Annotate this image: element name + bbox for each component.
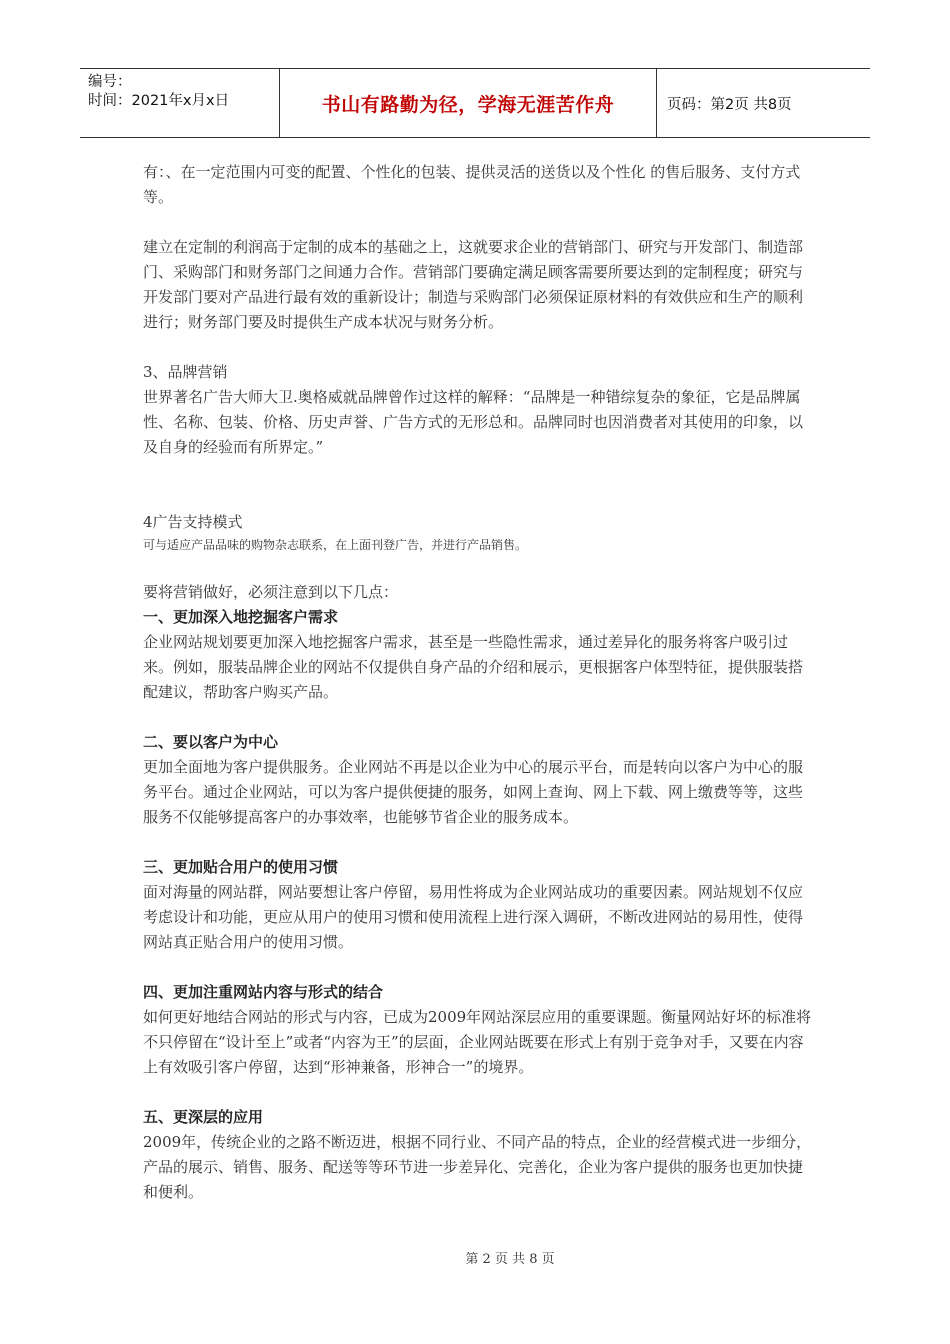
heading: 二、要以客户为中心 <box>143 733 279 751</box>
paragraph: 面对海量的网站群，网站要想让客户停留，易用性将成为企业网站成功的重要因素。网站规划不仅应考虑设计和功能，更应从用户的使用习惯和使用流程上进行深入调研，不断改进网站的易用性，使得网站真正贴合用户的使用习惯。 <box>143 883 804 951</box>
header-meta <box>80 69 280 137</box>
page-footer: 第 2 页 共 8 页 <box>465 1252 555 1267</box>
paragraph: 要将营销做好，必须注意到以下几点： <box>143 583 399 601</box>
paragraph: 可与适应产品品味的购物杂志联系，在上面刊登广告，并进行产品销售。 <box>143 538 528 552</box>
header-time: 时间：2021年x月x日 <box>88 93 230 109</box>
section-title: 4广告支持模式 <box>143 513 243 531</box>
paragraph: 有：、在一定范围内可变的配置、个性化的包装、提供灵活的送货以及个性化 的售后服务、支付方式等。 <box>143 163 801 206</box>
header-number: 编号： <box>88 74 132 90</box>
header-motto: 书山有路勤为径，学海无涯苦作舟 <box>280 69 657 137</box>
paragraph: 2009年，传统企业的之路不断迈进，根据不同行业、不同产品的特点，企业的经营模式进一步细分，产品的展示、销售、服务、配送等等环节进一步差异化、完善化，企业为客户提供的服务也更加快捷和便利。 <box>143 1133 812 1201</box>
heading: 一、更加深入地挖掘客户需求 <box>143 608 339 626</box>
heading: 三、更加贴合用户的使用习惯 <box>143 858 339 876</box>
heading: 五、更深层的应用 <box>143 1108 264 1126</box>
paragraph: 更加全面地为客户提供服务。企业网站不再是以企业为中心的展示平台，而是转向以客户为中心的服务平台。通过企业网站，可以为客户提供便捷的服务，如网上查询、网上下载、网上缴费等等，这些服务不仅能够提高客户的办事效率，也能够节省企业的服务成本。 <box>143 758 804 826</box>
paragraph: 世界著名广告大师大卫.奥格威就品牌曾作过这样的解释：“品牌是一种错综复杂的象征，它是品牌属性、名称、包装、价格、历史声誉、广告方式的无形总和。品牌同时也因消费者对其使用的印象，以及自身的经验而有所界定。” <box>143 388 804 456</box>
paragraph: 企业网站规划要更加深入地挖掘客户需求，甚至是一些隐性需求，通过差异化的服务将客户吸引过来。例如，服装品牌企业的网站不仅提供自身产品的介绍和展示，更根据客户体型特征，提供服装搭配建议，帮助客户购买产品。 <box>143 633 804 701</box>
document-body <box>143 160 813 1205</box>
page-header <box>80 68 870 138</box>
section-title: 3、品牌营销 <box>143 363 228 381</box>
paragraph: 建立在定制的利润高于定制的成本的基础之上，这就要求企业的营销部门、研究与开发部门、制造部门、采购部门和财务部门之间通力合作。营销部门要确定满足顾客需要所要达到的定制程度；研究与开发部门要对产品进行最有效的重新设计；制造与采购部门必须保证原材料的有效供应和生产的顺利进行；财务部门要及时提供生产成本状况与财务分析。 <box>143 238 804 331</box>
heading: 四、更加注重网站内容与形式的结合 <box>143 983 384 1001</box>
header-page-number: 页码：第2页 共8页 <box>667 96 792 113</box>
paragraph: 如何更好地结合网站的形式与内容，已成为2009年网站深层应用的重要课题。衡量网站好坏的标准将不只停留在“设计至上”或者“内容为王”的层面，企业网站既要在形式上有别于竞争对手，又要在内容上有效吸引客户停留，达到“形神兼备，形神合一”的境界。 <box>143 1008 812 1076</box>
